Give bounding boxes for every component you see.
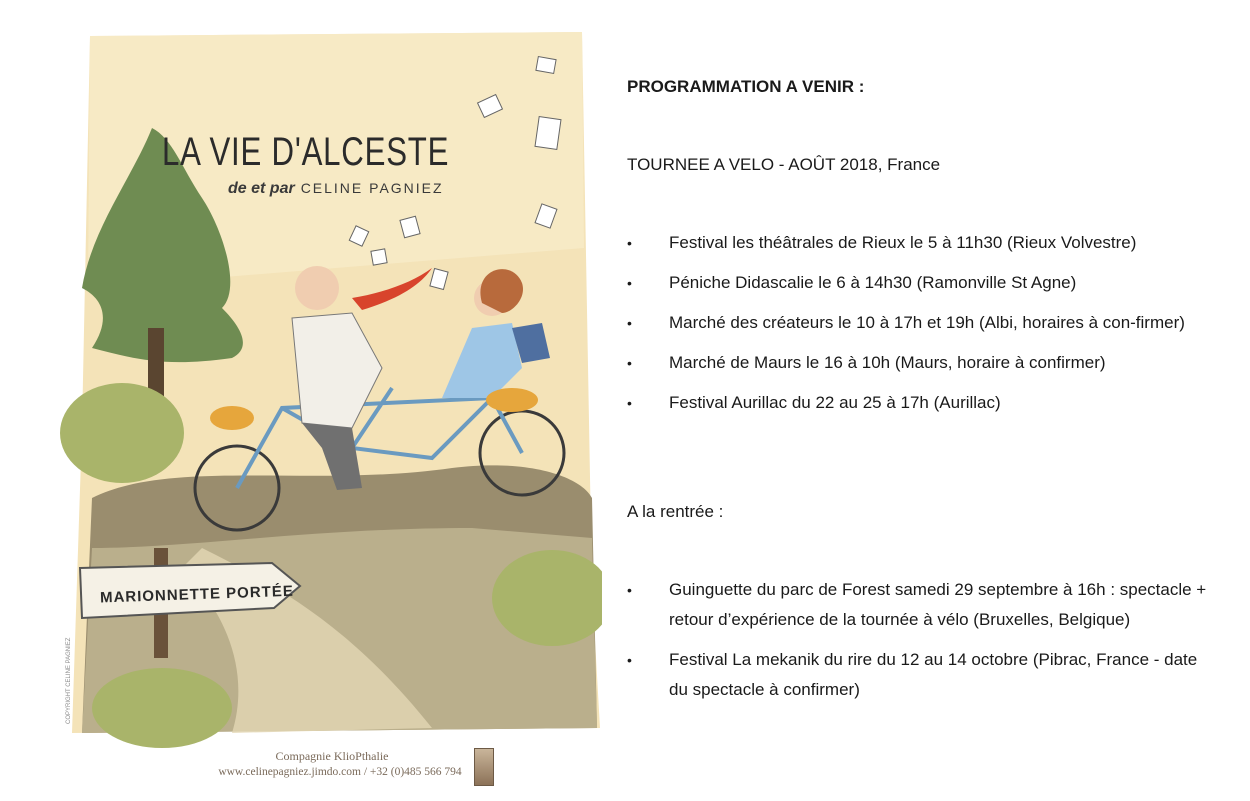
rentree-events-list — [627, 575, 1207, 715]
poster-title: LA VIE D'ALCESTE — [162, 130, 450, 174]
bush-left — [60, 383, 184, 483]
poster-subtitle — [228, 180, 444, 198]
poster-mini-photo — [474, 748, 494, 786]
list-item: • Marché des créateurs le 10 à 17h et 19h (Albi, horaires à con-firmer) — [627, 308, 1207, 338]
list-item: • Festival Aurillac du 22 au 25 à 17h (Aurillac) — [627, 388, 1207, 418]
poster-subtitle-prefix: de et par — [228, 180, 295, 197]
tour-title: TOURNEE A VELO - AOÛT 2018, France — [627, 155, 941, 174]
poster-company: Compagnie KlioPthalie — [275, 749, 389, 763]
bush-bottom — [92, 668, 232, 748]
rider-1-head — [295, 266, 339, 310]
list-item: • Festival les théâtrales de Rieux le 5 à 11h30 (Rieux Volvestre) — [627, 228, 1207, 258]
list-item: • Péniche Didascalie le 6 à 14h30 (Ramonville St Agne) — [627, 268, 1207, 298]
poster — [52, 28, 602, 798]
list-item: • Guinguette du parc de Forest samedi 29 septembre à 16h : spectacle + retour d’expérience de la tournée à vélo (Bruxelles, Belgique) — [627, 575, 1207, 635]
poster-subtitle-name: CELINE PAGNIEZ — [300, 180, 444, 196]
tour-events-list — [627, 228, 1207, 428]
list-item: • Festival La mekanik du rire du 12 au 14 octobre (Pibrac, France - date du spectacle à confirmer) — [627, 645, 1207, 705]
poster-copyright: COPYRIGHT CELINE PAGNIEZ — [66, 637, 72, 724]
rentree-title: A la rentrée : — [627, 502, 724, 521]
list-item: • Marché de Maurs le 16 à 10h (Maurs, horaire à confirmer) — [627, 348, 1207, 378]
program-heading: PROGRAMMATION A VENIR : — [627, 77, 865, 96]
sign-text: MARIONNETTE PORTÉE — [99, 582, 295, 607]
poster-contact: www.celinepagniez.jimdo.com / +32 (0)485 566 794 — [218, 766, 462, 778]
